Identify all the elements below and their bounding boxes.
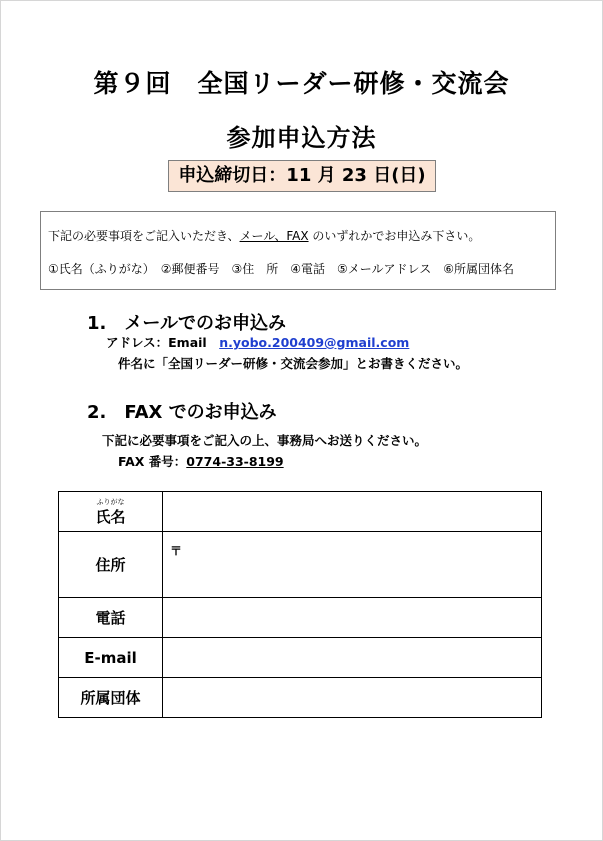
form-label-phone: 電話 [59,598,163,638]
form-label-address: 住所 [59,532,163,598]
form-field-phone[interactable] [163,598,542,638]
name-ruby: ふりがな [96,498,125,506]
deadline-box: 申込締切日：11 月 23 日(日) [168,160,436,192]
email-subject-note: 件名に「全国リーダー研修・交流会参加」とお書きください。 [118,356,469,371]
notice-box [40,211,556,290]
form-label-organization: 所属団体 [59,678,163,718]
notice-line-2: ①氏名（ふりがな） ②郵便番号 ③住 所 ④電話 ⑤メールアドレス ⑥所属団体名 [48,262,514,276]
notice-text-pre: 下記の必要事項をご記入いただき、 [48,229,240,243]
section-2-heading: 2. FAX でのお申込み [87,402,277,423]
fax-number: 0774-33-8199 [186,454,284,469]
email-link[interactable]: n.yobo.200409@gmail.com [219,335,410,350]
fax-number-line [118,452,284,470]
notice-methods: メール、FAX [239,229,309,243]
form-row-name [59,492,542,532]
postal-mark: 〒 [170,544,183,558]
form-row-address [59,532,542,598]
application-form-table [58,491,542,718]
section-1-heading: 1. メールでのお申込み [87,313,287,334]
form-field-organization[interactable] [163,678,542,718]
fax-instruction: 下記に必要事項をご記入の上、事務局へお送りください。 [102,433,428,448]
form-field-name[interactable] [163,492,542,532]
page-title: 第９回 全国リーダー研修・交流会 [93,69,510,98]
notice-text-post: のいずれかでお申込み下さい。 [308,229,481,243]
fax-label: FAX 番号： [118,454,187,469]
notice-line-1 [48,227,480,244]
form-row-organization [59,678,542,718]
form-row-phone [59,598,542,638]
email-address-line [106,333,409,351]
form-field-address[interactable] [163,532,542,598]
name-label-text: 氏名 [95,508,126,526]
email-label: アドレス：Email [106,335,220,350]
form-field-email[interactable] [163,638,542,678]
form-label-name [59,492,163,532]
page-subtitle: 参加申込方法 [226,124,377,152]
form-label-email: E-mail [59,638,163,678]
form-row-email [59,638,542,678]
